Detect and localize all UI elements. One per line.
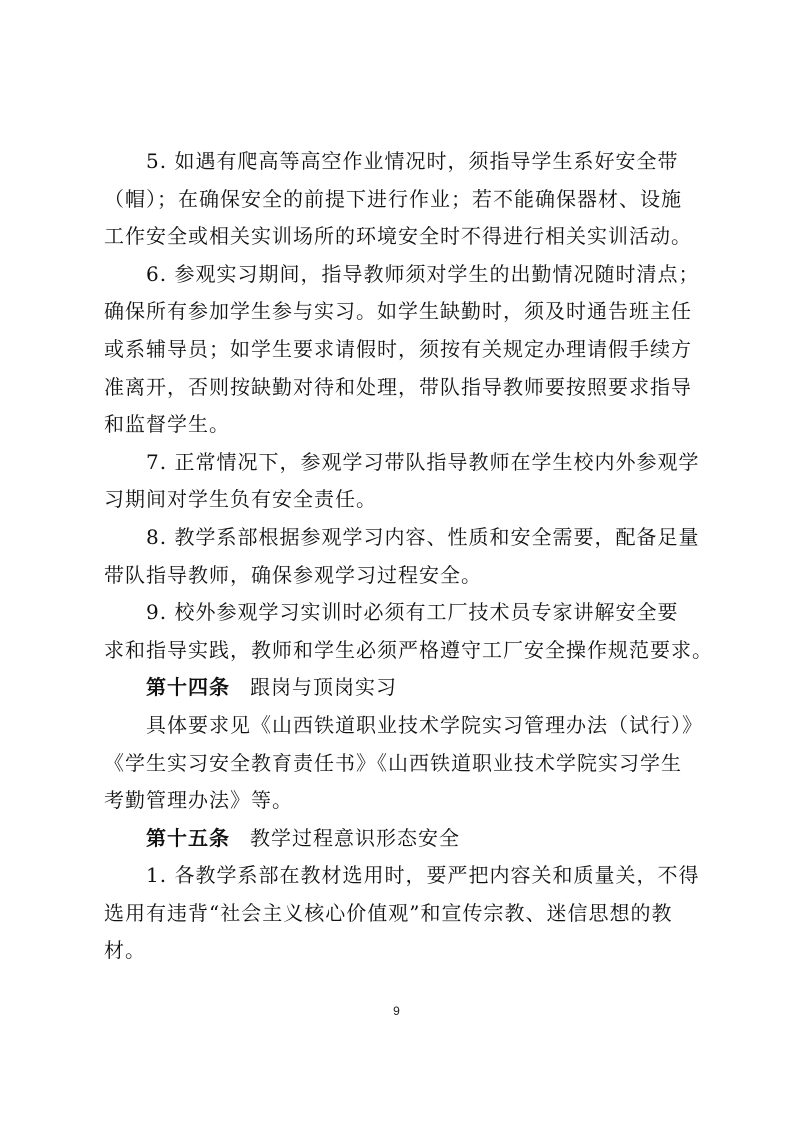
text-line: 确保所有参加学生参与实习。如学生缺勤时，须及时通告班主任 bbox=[104, 299, 692, 324]
text-line: 7. 正常情况下，参观学习带队指导教师在学生校内外参观学 bbox=[146, 449, 700, 474]
article-body-15 bbox=[104, 857, 704, 970]
text-line: 带队指导教师，确保参观学习过程安全。 bbox=[104, 562, 482, 587]
article-number: 第十五条 bbox=[146, 825, 230, 850]
text-line: 和监督学生。 bbox=[104, 412, 230, 437]
article-body-14 bbox=[104, 707, 704, 820]
text-line: 5. 如遇有爬高等高空作业情况时，须指导学生系好安全带 bbox=[146, 149, 679, 173]
text-line: 6. 参观实习期间，指导教师须对学生的出勤情况随时清点； bbox=[146, 261, 700, 286]
paragraph-item-6 bbox=[104, 256, 704, 444]
paragraph-item-5 bbox=[104, 143, 704, 256]
text-line: 习期间对学生负有安全责任。 bbox=[104, 487, 377, 512]
article-heading-14 bbox=[104, 669, 704, 707]
text-line: （帽）；在确保安全的前提下进行作业；若不能确保器材、设施 bbox=[104, 186, 682, 211]
article-heading-15 bbox=[104, 820, 704, 858]
paragraph-item-8 bbox=[104, 519, 704, 594]
text-line: 或系辅导员；如学生要求请假时，须按有关规定办理请假手续方 bbox=[104, 336, 692, 361]
text-line: 工作安全或相关实训场所的环境安全时不得进行相关实训活动。 bbox=[104, 224, 692, 249]
text-line: 考勤管理办法》等。 bbox=[104, 788, 293, 813]
paragraph-item-7 bbox=[104, 444, 704, 519]
page-number: 9 bbox=[393, 1004, 400, 1018]
text-line: 具体要求见《山西铁道职业技术学院实习管理办法（试行）》 bbox=[146, 712, 703, 737]
text-line: 准离开，否则按缺勤对待和处理，带队指导教师要按照要求指导 bbox=[104, 374, 692, 399]
text-line: 1. 各教学系部在教材选用时，要严把内容关和质量关，不得 bbox=[146, 863, 700, 888]
article-number: 第十四条 bbox=[146, 675, 230, 700]
text-line: 材。 bbox=[104, 938, 146, 963]
article-title: 跟岗与顶岗实习 bbox=[250, 675, 397, 700]
text-line: 9. 校外参观学习实训时必须有工厂技术员专家讲解安全要 bbox=[146, 600, 679, 625]
paragraph-item-9 bbox=[104, 594, 713, 669]
document-body bbox=[104, 143, 713, 970]
text-line: 求和指导实践，教师和学生必须严格遵守工厂安全操作规范要求。 bbox=[104, 637, 713, 662]
article-title: 教学过程意识形态安全 bbox=[250, 825, 460, 850]
text-line: 选用有违背“社会主义核心价值观”和宣传宗教、迷信思想的教 bbox=[104, 900, 673, 925]
text-line: 8. 教学系部根据参观学习内容、性质和安全需要，配备足量 bbox=[146, 524, 700, 549]
text-line: 《学生实习安全教育责任书》《山西铁道职业技术学院实习学生 bbox=[104, 750, 682, 775]
